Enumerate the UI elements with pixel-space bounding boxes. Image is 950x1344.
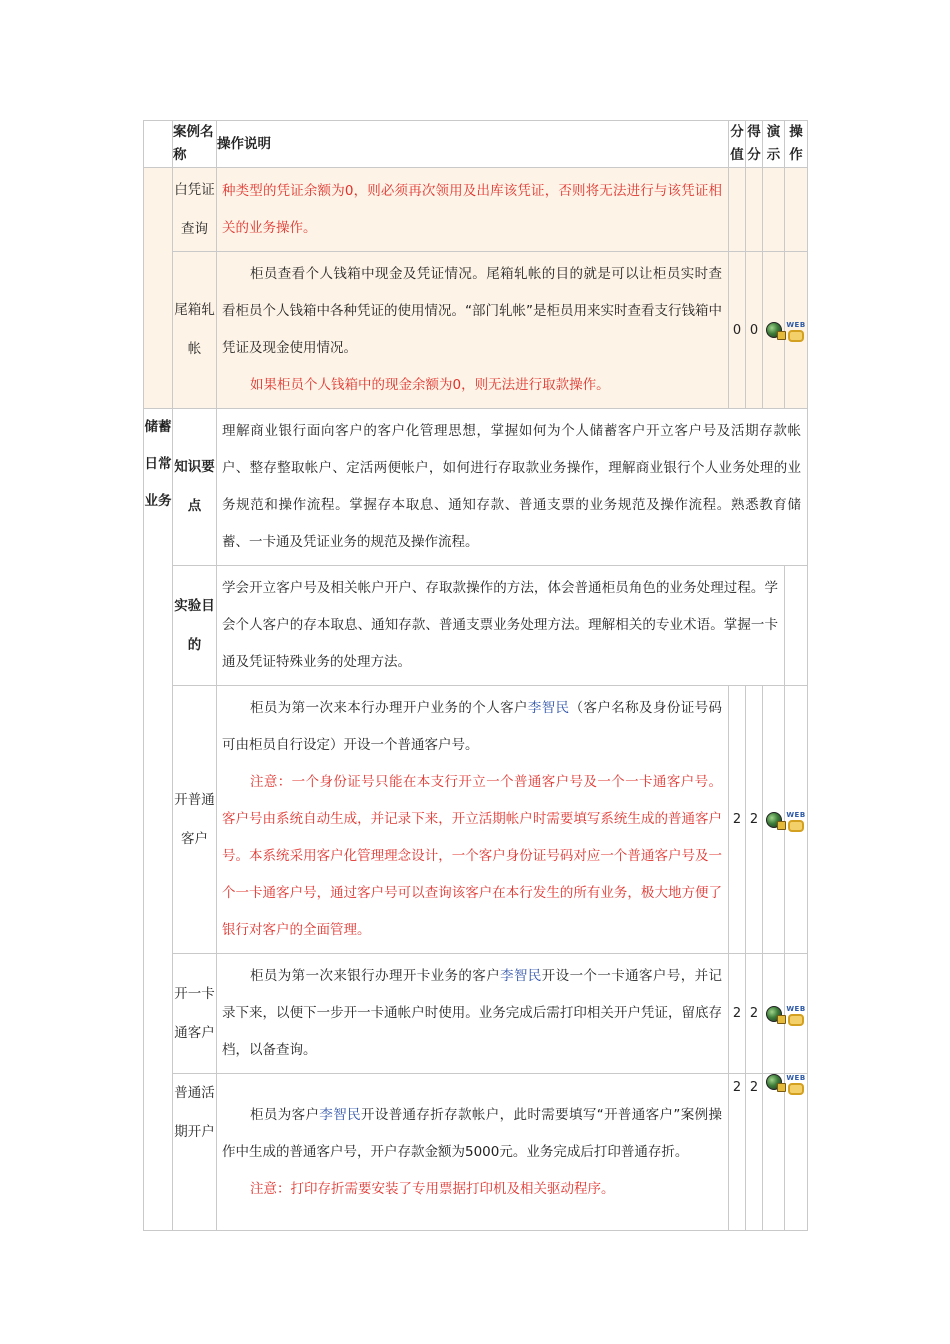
table-row-open-customer xyxy=(144,686,808,954)
demo-globe-icon[interactable] xyxy=(766,1074,782,1090)
description-note: 如果柜员个人钱箱中的现金余额为0，则无法进行取款操作。 xyxy=(250,377,610,393)
score-value: 2 xyxy=(729,954,746,1074)
description-note: 注意：打印存折需要安装了专用票据打印机及相关驱动程序。 xyxy=(250,1180,615,1197)
case-name: 实验目的 xyxy=(173,566,217,686)
header-demo: 演示 xyxy=(763,121,785,168)
web-link-icon[interactable]: WEB xyxy=(786,321,806,339)
table-row-open-card xyxy=(144,954,808,1074)
case-name: 普通活期开户 xyxy=(173,1074,217,1231)
earned-cell xyxy=(746,168,763,252)
category-blank xyxy=(144,168,173,409)
case-description xyxy=(217,252,729,409)
web-link-icon[interactable]: WEB xyxy=(786,1074,806,1092)
case-description xyxy=(217,409,808,566)
description-text: 种类型的凭证余额为0，则必须再次领用及出库该凭证，否则将无法进行与该凭证相关的业务操作。 xyxy=(222,182,722,236)
demo-cell[interactable] xyxy=(763,954,785,1074)
table-row-open-current xyxy=(144,1074,808,1231)
operate-cell xyxy=(785,566,808,686)
earned-value: 2 xyxy=(746,686,763,954)
score-value: 0 xyxy=(729,252,746,409)
header-description: 操作说明 xyxy=(217,121,729,168)
demo-cell[interactable] xyxy=(763,686,785,954)
description-note: 注意：一个身份证号只能在本支行开立一个普通客户号及一个一卡通客户号。客户号由系统自动生成，并记录下来，开立活期帐户时需要填写系统生成的普通客户号。本系统采用客户化管理理念设计，一个客户身份证号码对应一个普通客户号及一个一卡通客户号，通过客户号可以查询该客户在本行发生的所有业务，极大地方便了银行对客户的全面管理。 xyxy=(222,774,722,938)
score-value: 2 xyxy=(729,1074,746,1231)
category-name: 储蓄日常业务 xyxy=(144,409,173,1231)
description-text: 理解商业银行面向客户的客户化管理思想，掌握如何为个人储蓄客户开立客户号及活期存款帐户、整存整取帐户、定活两便帐户，如何进行存取款业务操作，理解商业银行个人业务处理的业务规范和操作流程。掌握存本取息、通知存款、普通支票的业务规范及操作流程。熟悉教育储蓄、一卡通及凭证业务的规范及操作流程。 xyxy=(222,423,801,550)
case-name: 知识要点 xyxy=(173,409,217,566)
case-description xyxy=(217,686,729,954)
description-text: 柜员为客户李智民开设普通存折存款帐户，此时需要填写“开普通客户”案例操作中生成的普通客户号，开户存款金额为5000元。业务完成后打印普通存折。 xyxy=(222,1106,722,1160)
customer-name: 李智民 xyxy=(319,1106,361,1123)
web-link-icon[interactable]: WEB xyxy=(786,1005,806,1023)
score-cell xyxy=(729,168,746,252)
operate-cell[interactable] xyxy=(785,954,808,1074)
header-earned: 得分 xyxy=(746,121,763,168)
table-row-purpose xyxy=(144,566,808,686)
score-value: 2 xyxy=(729,686,746,954)
demo-cell xyxy=(763,168,785,252)
case-name: 尾箱轧帐 xyxy=(173,252,217,409)
header-case-name: 案例名称 xyxy=(173,121,217,168)
case-description xyxy=(217,954,729,1074)
case-table xyxy=(143,120,808,1231)
demo-globe-icon[interactable] xyxy=(766,812,782,828)
demo-globe-icon[interactable] xyxy=(766,322,782,338)
operate-cell[interactable] xyxy=(785,686,808,954)
case-description xyxy=(217,168,729,252)
header-operate: 操作 xyxy=(785,121,808,168)
customer-name: 李智民 xyxy=(527,700,570,716)
earned-value: 2 xyxy=(746,954,763,1074)
case-description xyxy=(217,1074,729,1231)
description-text: 柜员为第一次来银行办理开卡业务的客户李智民开设一个一卡通客户号，并记录下来，以便下一步开一卡通帐户时使用。业务完成后需打印相关开户凭证，留底存档，以备查询。 xyxy=(222,968,723,1058)
case-name: 白凭证查询 xyxy=(173,168,217,252)
header-score: 分值 xyxy=(729,121,746,168)
table-row-voucher-query xyxy=(144,168,808,252)
case-name: 开普通客户 xyxy=(173,686,217,954)
demo-cell[interactable] xyxy=(763,252,785,409)
table-header xyxy=(144,121,808,168)
demo-globe-icon[interactable] xyxy=(766,1006,782,1022)
web-link-icon[interactable]: WEB xyxy=(786,811,806,829)
table-row-knowledge xyxy=(144,409,808,566)
description-text: 柜员查看个人钱箱中现金及凭证情况。尾箱轧帐的目的就是可以让柜员实时查看柜员个人钱箱中各种凭证的使用情况。“部门轧帐”是柜员用来实时查看支行钱箱中凭证及现金使用情况。 xyxy=(222,266,722,356)
description-text: 柜员为第一次来本行办理开户业务的个人客户李智民（客户名称及身份证号码可由柜员自行设定）开设一个普通客户号。 xyxy=(222,700,723,753)
customer-name: 李智民 xyxy=(500,968,542,984)
case-description xyxy=(217,566,785,686)
operate-cell[interactable] xyxy=(785,252,808,409)
case-name: 开一卡通客户 xyxy=(173,954,217,1074)
demo-cell[interactable] xyxy=(763,1074,785,1231)
earned-value: 0 xyxy=(746,252,763,409)
header-blank xyxy=(144,121,173,168)
table-row-tail-box xyxy=(144,252,808,409)
description-text: 学会开立客户号及相关帐户开户、存取款操作的方法，体会普通柜员角色的业务处理过程。学会个人客户的存本取息、通知存款、普通支票业务处理方法。理解相关的专业术语。掌握一卡通及凭证特殊业务的处理方法。 xyxy=(222,580,778,670)
operate-cell[interactable] xyxy=(785,1074,808,1231)
earned-value: 2 xyxy=(746,1074,763,1231)
operate-cell xyxy=(785,168,808,252)
